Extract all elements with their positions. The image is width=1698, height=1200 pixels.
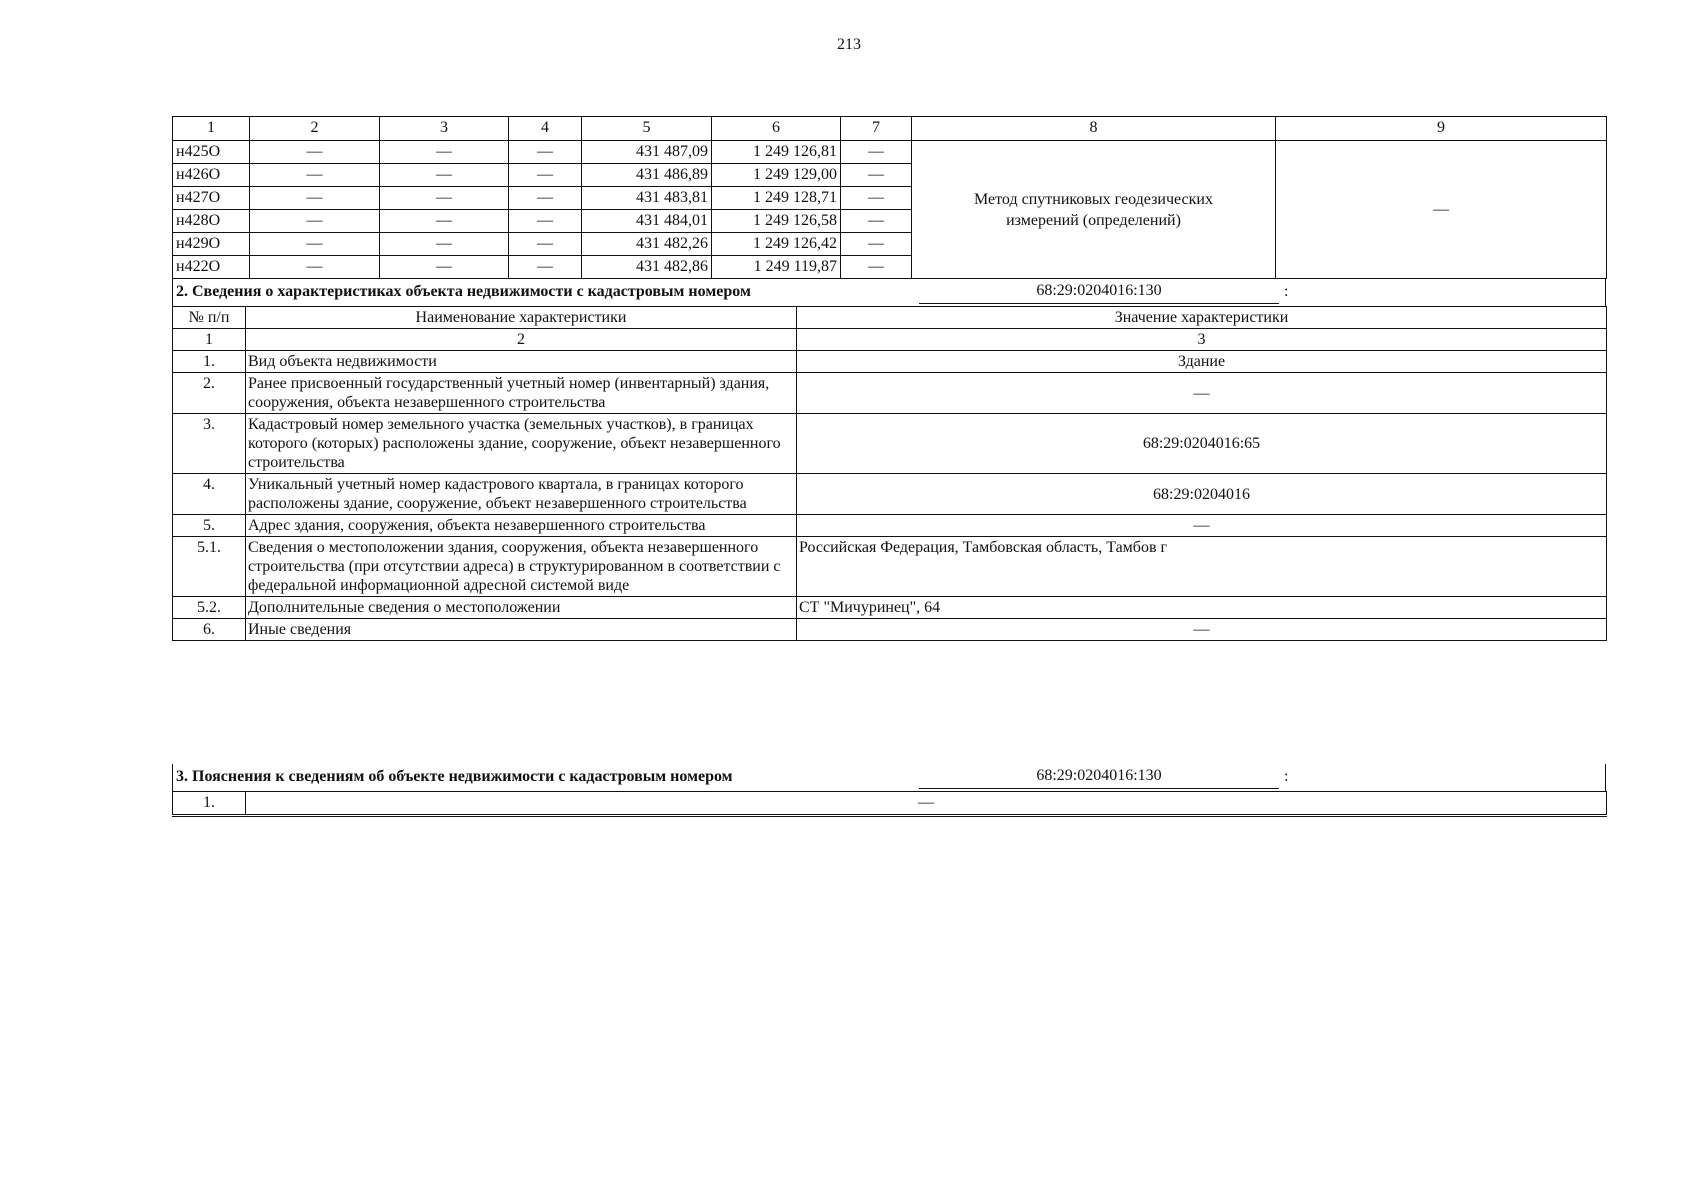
coord-x: 431 483,81 <box>582 187 712 210</box>
header-num: № п/п <box>173 307 246 329</box>
coord-cell: — <box>250 210 380 233</box>
row-num: 5. <box>173 515 246 537</box>
coord-cell: — <box>841 210 912 233</box>
coord-cell: — <box>841 164 912 187</box>
coord-x: 431 486,89 <box>582 164 712 187</box>
coord-cell: — <box>380 187 509 210</box>
property-value: — <box>797 373 1607 414</box>
column-number: 3 <box>797 329 1607 351</box>
coord-cell: — <box>841 141 912 164</box>
point-id: н427О <box>173 187 250 210</box>
coord-cell: — <box>250 256 380 279</box>
coord-col-header: 9 <box>1276 117 1607 141</box>
property-row <box>173 619 1607 641</box>
coord-cell: — <box>380 141 509 164</box>
coord-col-header: 7 <box>841 117 912 141</box>
coord-x: 431 484,01 <box>582 210 712 233</box>
property-value: Здание <box>797 351 1607 373</box>
column-number: 1 <box>173 329 246 351</box>
coord-cell: — <box>509 233 582 256</box>
coord-cell: — <box>841 256 912 279</box>
properties-table <box>172 306 1607 641</box>
coord-col-header: 8 <box>912 117 1276 141</box>
property-value: Российская Федерация, Тамбовская область, Тамбов г <box>797 537 1607 597</box>
property-name: Уникальный учетный номер кадастрового квартала, в границах которого расположены здание, сооружение, объект незавершенного строительства <box>246 474 797 515</box>
coord-cell: — <box>509 210 582 233</box>
coord-col-header: 4 <box>509 117 582 141</box>
property-value: СТ "Мичуринец", 64 <box>797 597 1607 619</box>
property-row <box>173 597 1607 619</box>
note-value: — <box>246 792 1607 816</box>
property-name: Сведения о местоположении здания, сооружения, объекта незавершенного строительства (при отсутствии адреса) в структурированном в соответствии с федеральной информационной адресной системой виде <box>246 537 797 597</box>
coordinates-header-row <box>173 117 1607 141</box>
section2-title: 2. Сведения о характеристиках объекта недвижимости с кадастровым номером <box>176 283 751 300</box>
notes-table <box>172 791 1607 817</box>
coord-cell: — <box>841 233 912 256</box>
property-name: Вид объекта недвижимости <box>246 351 797 373</box>
property-name: Кадастровый номер земельного участка (земельных участков), в границах которого (которых) расположены здание, сооружение, объект незавершенного строительства <box>246 414 797 474</box>
column-number-row <box>173 329 1607 351</box>
col9-cell: — <box>1276 141 1607 279</box>
coord-cell: — <box>250 141 380 164</box>
coord-col-header: 3 <box>380 117 509 141</box>
coord-col-header: 1 <box>173 117 250 141</box>
coord-y: 1 249 129,00 <box>712 164 841 187</box>
property-value: — <box>797 619 1607 641</box>
coord-cell: — <box>250 187 380 210</box>
coord-cell: — <box>380 210 509 233</box>
method-cell: Метод спутниковых геодезических измерений (определений) <box>912 141 1276 279</box>
row-num: 1. <box>173 792 246 816</box>
row-num: 6. <box>173 619 246 641</box>
coord-x: 431 487,09 <box>582 141 712 164</box>
coord-x: 431 482,86 <box>582 256 712 279</box>
section2-colon: : <box>1284 283 1289 300</box>
property-row <box>173 414 1607 474</box>
section2-heading <box>172 279 1606 306</box>
property-name: Ранее присвоенный государственный учетный номер (инвентарный) здания, сооружения, объекта незавершенного строительства <box>246 373 797 414</box>
section3-heading <box>172 764 1606 791</box>
section3-colon: : <box>1284 768 1289 785</box>
coord-cell: — <box>250 233 380 256</box>
coord-cell: — <box>841 187 912 210</box>
property-name: Дополнительные сведения о местоположении <box>246 597 797 619</box>
coord-col-header: 5 <box>582 117 712 141</box>
section3-title: 3. Пояснения к сведениям об объекте недвижимости с кадастровым номером <box>176 768 733 785</box>
coord-y: 1 249 119,87 <box>712 256 841 279</box>
coord-y: 1 249 126,81 <box>712 141 841 164</box>
coord-cell: — <box>380 164 509 187</box>
coord-cell: — <box>509 256 582 279</box>
coord-x: 431 482,26 <box>582 233 712 256</box>
point-id: н428О <box>173 210 250 233</box>
property-name: Адрес здания, сооружения, объекта незавершенного строительства <box>246 515 797 537</box>
coordinate-row <box>173 141 1607 164</box>
coord-cell: — <box>250 164 380 187</box>
property-value: — <box>797 515 1607 537</box>
coord-y: 1 249 126,42 <box>712 233 841 256</box>
row-num: 5.2. <box>173 597 246 619</box>
point-id: н426О <box>173 164 250 187</box>
page-number: 213 <box>837 36 861 53</box>
coord-col-header: 2 <box>250 117 380 141</box>
row-num: 4. <box>173 474 246 515</box>
section2-cadastral-number: 68:29:0204016:130 <box>919 279 1279 304</box>
section3-cadastral-number: 68:29:0204016:130 <box>919 764 1279 789</box>
coord-cell: — <box>509 141 582 164</box>
property-row <box>173 537 1607 597</box>
header-name: Наименование характеристики <box>246 307 797 329</box>
property-value: 68:29:0204016:65 <box>797 414 1607 474</box>
coordinates-table <box>172 116 1607 279</box>
property-row <box>173 474 1607 515</box>
coord-cell: — <box>380 233 509 256</box>
property-row <box>173 351 1607 373</box>
property-value: 68:29:0204016 <box>797 474 1607 515</box>
row-num: 3. <box>173 414 246 474</box>
column-number: 2 <box>246 329 797 351</box>
coord-y: 1 249 128,71 <box>712 187 841 210</box>
property-row <box>173 515 1607 537</box>
coord-y: 1 249 126,58 <box>712 210 841 233</box>
coord-cell: — <box>509 187 582 210</box>
row-num: 2. <box>173 373 246 414</box>
point-id: н429О <box>173 233 250 256</box>
coord-cell: — <box>380 256 509 279</box>
note-row <box>173 792 1607 816</box>
header-value: Значение характеристики <box>797 307 1607 329</box>
property-row <box>173 373 1607 414</box>
point-id: н425О <box>173 141 250 164</box>
row-num: 5.1. <box>173 537 246 597</box>
coord-col-header: 6 <box>712 117 841 141</box>
property-name: Иные сведения <box>246 619 797 641</box>
point-id: н422О <box>173 256 250 279</box>
properties-header-row <box>173 307 1607 329</box>
row-num: 1. <box>173 351 246 373</box>
coord-cell: — <box>509 164 582 187</box>
